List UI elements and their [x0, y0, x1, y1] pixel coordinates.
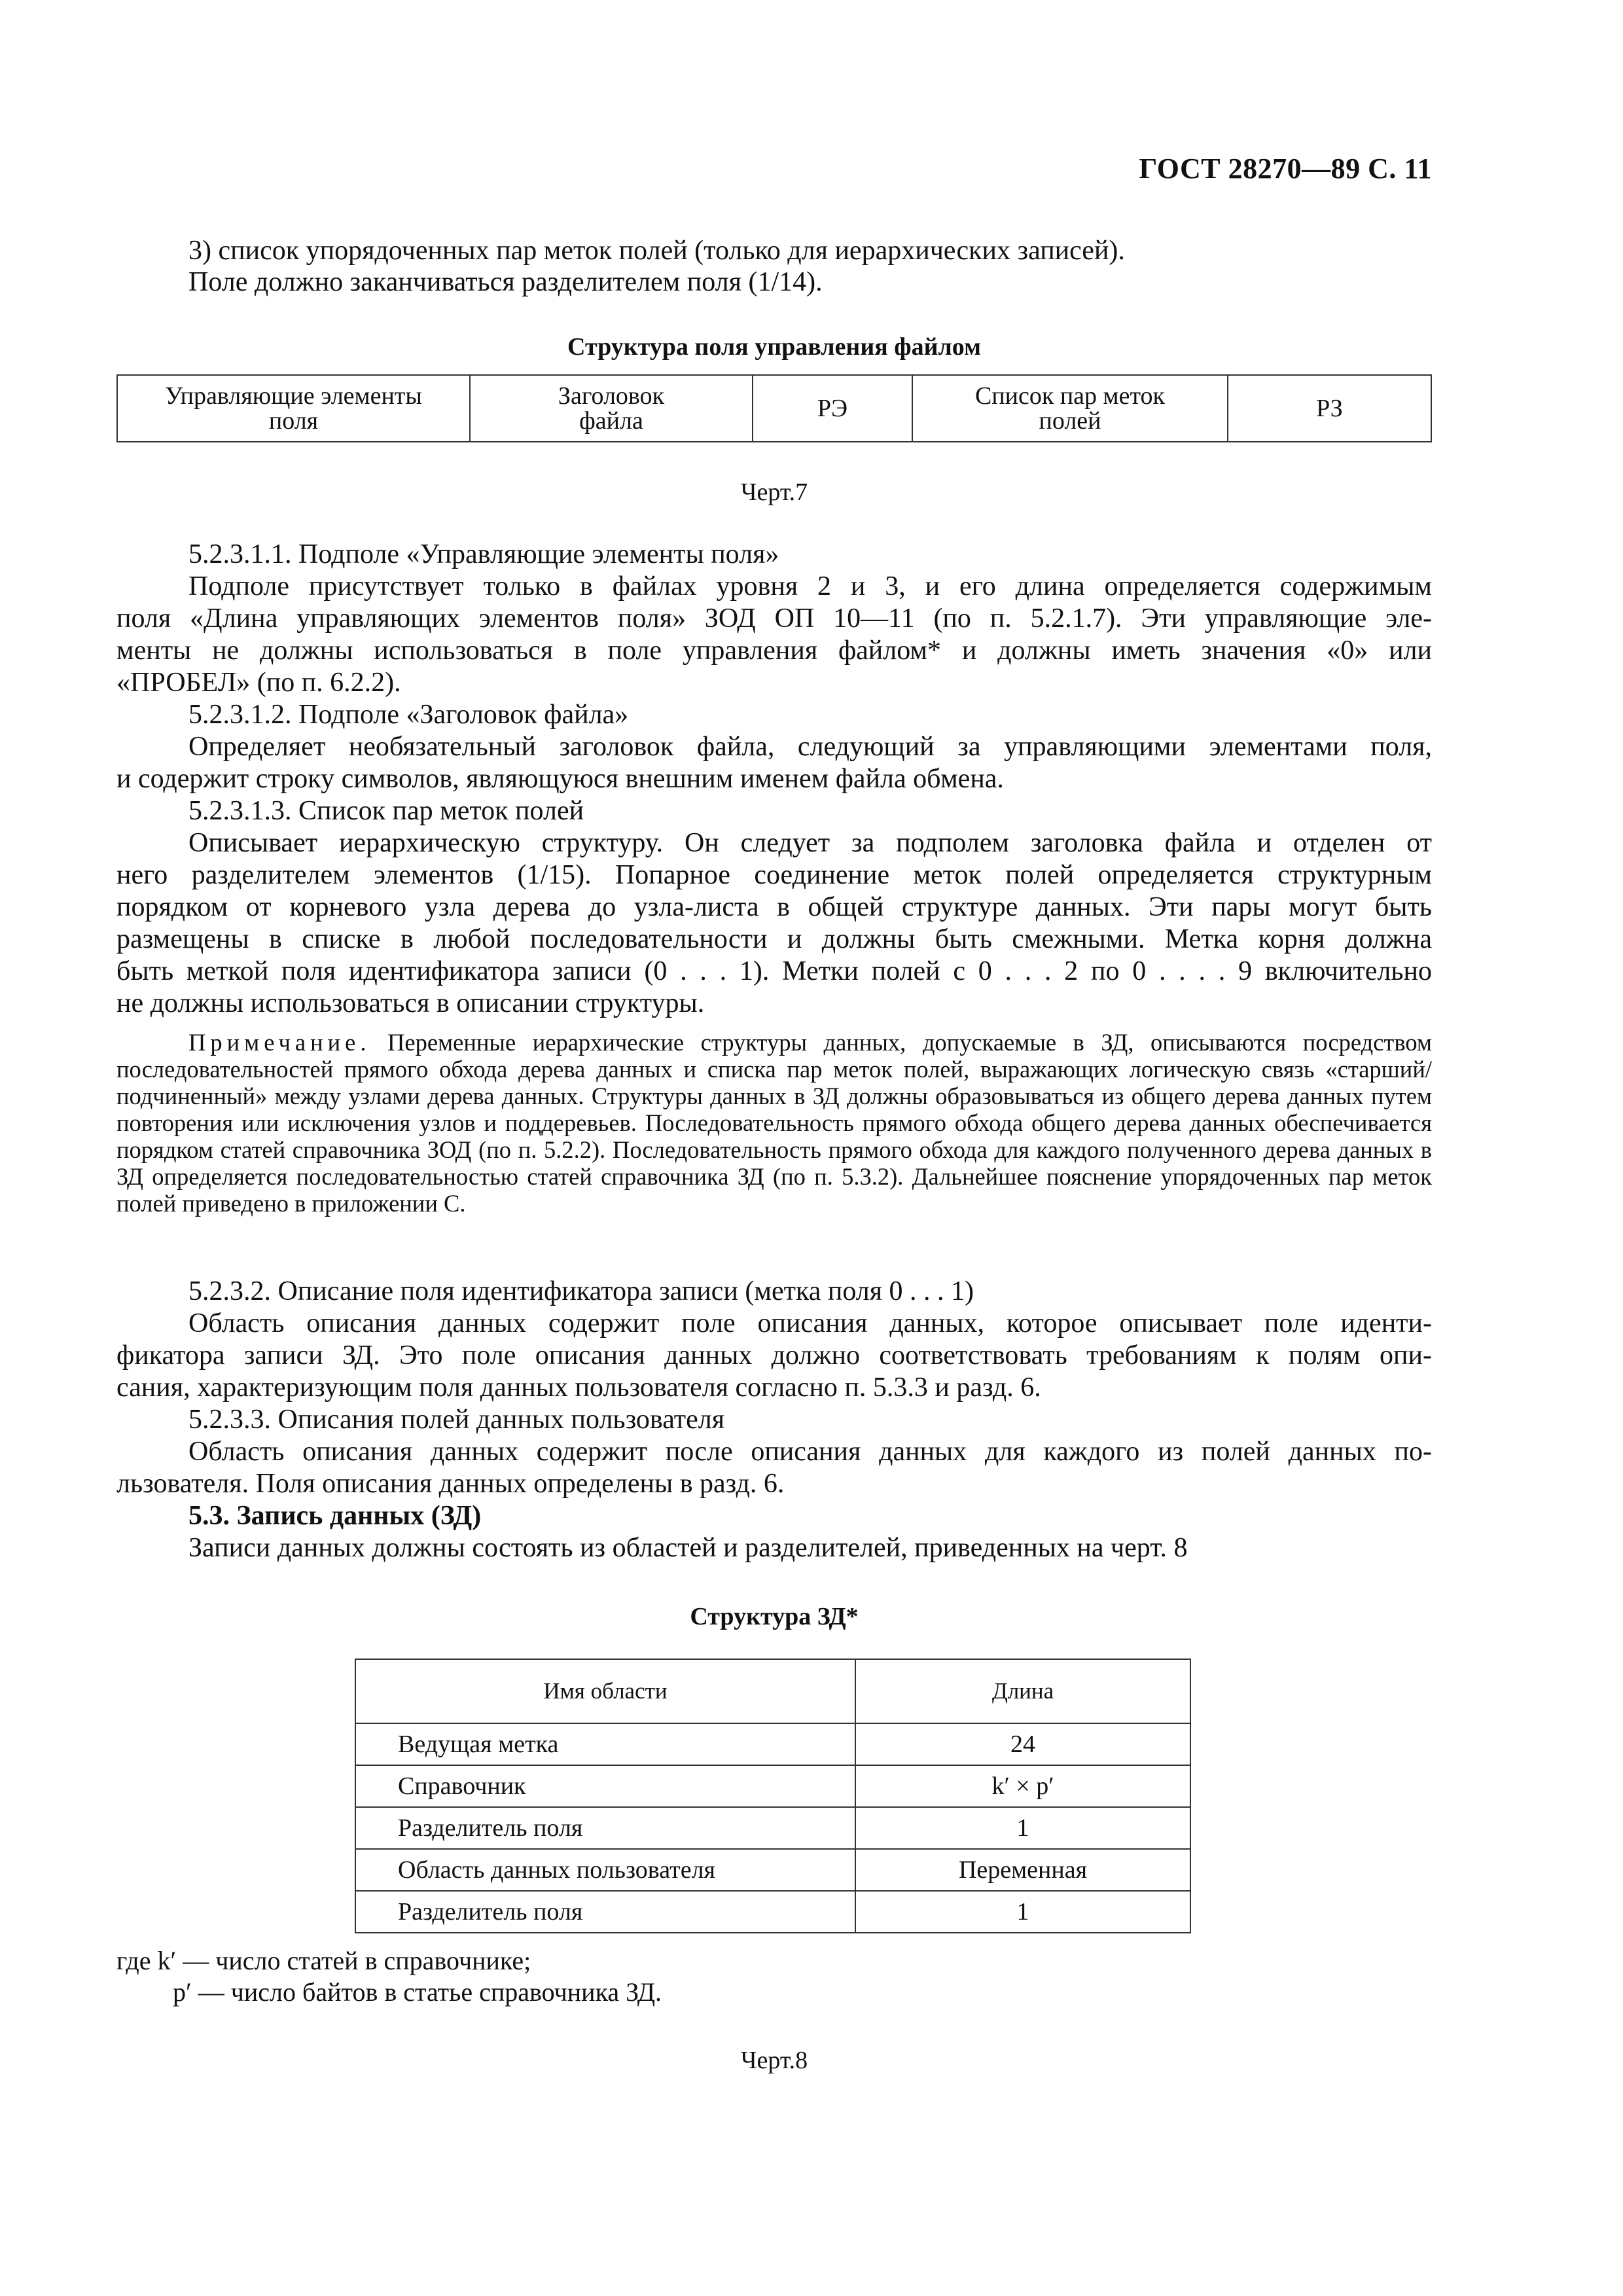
page-header: ГОСТ 28270—89 С. 11 [1139, 152, 1432, 185]
chart8-header-row [355, 1659, 1190, 1723]
section-5233-line: Область описания данных содержит после описания данных для каждого из полей данных по- [188, 1437, 1432, 1467]
chart8-legend-p: p′ — число байтов в статье справочника ЗД. [173, 1977, 662, 2007]
table-row [355, 1765, 1190, 1807]
section-52313-line: порядком от корневого узла дерева до узла-листа в общей структуре данных. Эти пары могут быть [116, 892, 1432, 922]
cell-text: Управляющие элементы [165, 382, 422, 410]
note-paragraph [116, 1029, 1432, 1217]
section-52312-line: и содержит строку символов, являющуюся внешним именем файла обмена. [116, 764, 1004, 794]
cell-text: Список пар меток [974, 382, 1166, 410]
section-52311-line: «ПРОБЕЛ» (по п. 6.2.2). [116, 668, 401, 698]
chart7-cell-rz: РЗ [1228, 375, 1431, 442]
chart8-header-name: Имя области [355, 1659, 855, 1723]
cell-text: поля [268, 407, 319, 435]
section-5232-line: сания, характеризующим поля данных пользователя согласно п. 5.3.3 и разд. 6. [116, 1372, 1041, 1403]
chart7-cell-control-elements [117, 375, 470, 442]
chart8-header-length: Длина [855, 1659, 1190, 1723]
section-52313-line: быть меткой поля идентификатора записи (0 . . . 1). Метки полей с 0 . . . 2 по 0 . . . . 9 включительно [116, 956, 1432, 986]
section-5233-title: 5.2.3.3. Описания полей данных пользователя [188, 1405, 725, 1435]
section-52311-line: Подполе присутствует только в файлах уровня 2 и 3, и его длина определяется содержимым [188, 571, 1432, 601]
field-end-text: Поле должно заканчиваться разделителем поля (1/14). [188, 267, 823, 297]
chart8-label: Черт.8 [740, 2047, 808, 2074]
section-52313-line: размещены в списке в любой последовательности и должны быть смежными. Метка корня должна [116, 924, 1432, 954]
table-row [355, 1891, 1190, 1933]
cell-text: Заголовок [558, 382, 665, 410]
chart8-area-length: 1 [855, 1807, 1190, 1849]
section-52312-line: Определяет необязательный заголовок файла, следующий за управляющими элементами поля, [188, 732, 1432, 762]
chart8-area-length: 24 [855, 1723, 1190, 1765]
section-52312-title: 5.2.3.1.2. Подполе «Заголовок файла» [188, 700, 629, 730]
chart7-table [116, 374, 1432, 442]
section-5232-line: фикатора записи ЗД. Это поле описания данных должно соответствовать требованиям к полям опи- [116, 1340, 1432, 1371]
chart8-area-length: k′ × p′ [855, 1765, 1190, 1807]
list-item-3: 3) список упорядоченных пар меток полей (только для иерархических записей). [188, 236, 1125, 266]
table-row [355, 1849, 1190, 1891]
chart8-area-name: Ведущая метка [355, 1723, 855, 1765]
table-row [355, 1807, 1190, 1849]
section-53-title: 5.3. Запись данных (ЗД) [188, 1501, 482, 1531]
chart8-legend-k: где k′ — число статей в справочнике; [116, 1946, 531, 1975]
section-5233-line: льзователя. Поля описания данных определены в разд. 6. [116, 1469, 785, 1499]
section-52311-title: 5.2.3.1.1. Подполе «Управляющие элементы поля» [188, 539, 779, 569]
cell-text: полей [1039, 407, 1101, 435]
section-5232-title: 5.2.3.2. Описание поля идентификатора записи (метка поля 0 . . . 1) [188, 1276, 974, 1306]
chart8-area-name: Разделитель поля [355, 1807, 855, 1849]
chart7-cell-file-title [470, 375, 753, 442]
chart8-area-length: Переменная [855, 1849, 1190, 1891]
chart7-cell-re: РЭ [753, 375, 912, 442]
section-52313-line: него разделителем элементов (1/15). Попарное соединение меток полей определяется структурным [116, 860, 1432, 890]
section-52311-line: поля «Длина управляющих элементов поля» ЗОД ОП 10—11 (по п. 5.2.1.7). Эти управляющие эле- [116, 603, 1432, 634]
table-row [355, 1723, 1190, 1765]
chart8-area-name: Область данных пользователя [355, 1849, 855, 1891]
chart8-area-name: Справочник [355, 1765, 855, 1807]
chart7-cell-tag-pairs [912, 375, 1228, 442]
section-52313-title: 5.2.3.1.3. Список пар меток полей [188, 796, 584, 826]
chart8-caption: Структура ЗД* [690, 1603, 859, 1630]
section-52311-line: менты не должны использоваться в поле управления файлом* и должны иметь значения «0» или [116, 636, 1432, 666]
section-5232-line: Область описания данных содержит поле описания данных, которое описывает поле иденти- [188, 1308, 1432, 1338]
note-text: Переменные иерархические структуры данных, допускаемые в ЗД, описываются посредством последовательностей прямого обхода дерева данных и списка пар меток полей, выражающих логическую связь «старший/подчиненный» между узлами дерева данных. Структуры данных в ЗД должны образовываться из общего дерева данных путем повторения или исключения узлов и поддеревьев. Последовательность прямого обхода общего дерева данных обеспечивается порядком статей справочника ЗОД (по п. 5.2.2). Последовательность прямого обхода для каждого полученного дерева данных в ЗД определяется последовательностью статей справочника ЗД (по п. 5.3.2). Дальнейшее пояснение упорядоченных пар меток полей приведено в приложении С. [116, 1029, 1432, 1217]
chart8-area-length: 1 [855, 1891, 1190, 1933]
section-53-line: Записи данных должны состоять из областей и разделителей, приведенных на черт. 8 [188, 1533, 1188, 1563]
section-52313-line: не должны использоваться в описании структуры. [116, 988, 705, 1018]
chart8-table [355, 1659, 1191, 1933]
section-52313-line: Описывает иерархическую структуру. Он следует за подполем заголовка файла и отделен от [188, 828, 1432, 858]
chart7-caption: Структура поля управления файлом [567, 333, 981, 361]
cell-text: файла [579, 407, 643, 435]
note-label: Примечание. [188, 1029, 371, 1056]
chart7-label: Черт.7 [740, 478, 808, 506]
chart8-area-name: Разделитель поля [355, 1891, 855, 1933]
